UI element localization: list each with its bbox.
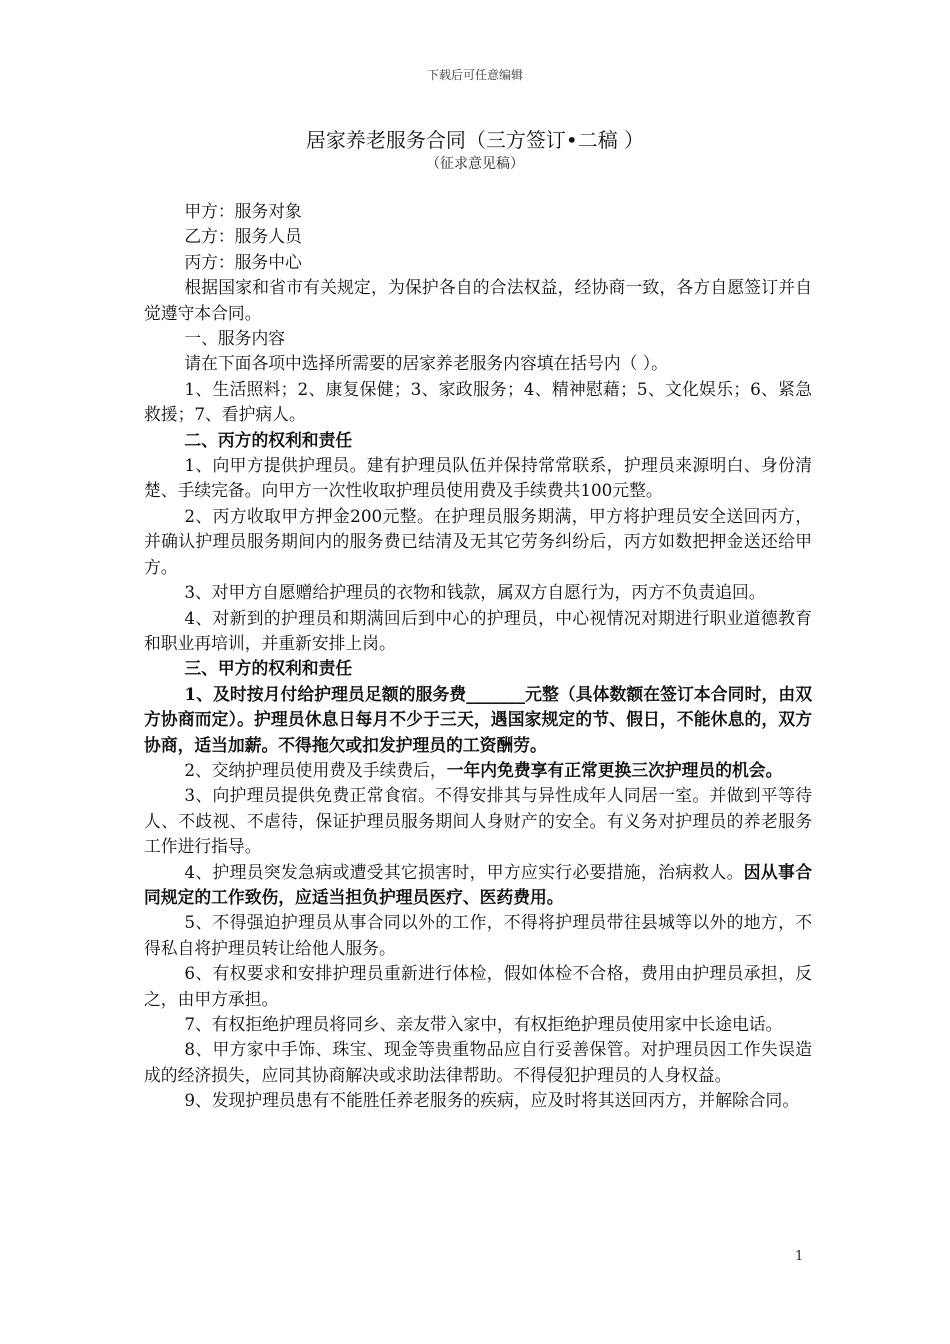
party-a: 甲方：服务对象: [184, 201, 302, 221]
intro-paragraph: 根据国家和省市有关规定，为保护各自的合法权益，经协商一致，各方自愿签订并自觉遵守本合同。: [144, 277, 812, 323]
section1-options: 1、生活照料；2、康复保健；3、家政服务；4、精神慰藉；5、文化娱乐；6、紧急救援；7、看护病人。: [144, 378, 812, 425]
clause-paragraph: 3、向护理员提供免费正常食宿。不得安排其与异性成年人同居一室。并做到平等待人、不歧视、不虐待，保证护理员服务期间人身财产的安全。有义务对护理员的养老服务工作进行指导。: [144, 785, 812, 857]
clause-paragraph: [144, 860, 812, 911]
clause-paragraph: 3、对甲方自愿赠给护理员的衣物和钱款，属双方自愿行为，丙方不负责追回。: [184, 582, 766, 603]
clause-paragraph: 1、向甲方提供护理员。建有护理员队伍并保持常常联系，护理员来源明白、身份清楚、手续完备。向甲方一次性收取护理员使用费及手续费共100元整。: [144, 455, 812, 501]
page-number: 1: [795, 1249, 804, 1264]
section-heading: 一、服务内容: [184, 328, 286, 349]
clause-paragraph: 4、对新到的护理员和期满回后到中心的护理员，中心视情况对期进行职业道德教育和职业再培训，并重新安排上岗。: [144, 607, 812, 653]
header-note: 下载后可任意编辑: [426, 68, 523, 82]
clause-paragraph: 2、丙方收取甲方押金200元整。在护理员服务期满，甲方将护理员安全送回丙方，并确认护理员服务期间内的服务费已结清及无其它劳务纠纷后，丙方如数把押金送还给甲方。: [144, 505, 812, 577]
document-title: 居家养老服务合同（三方签订•二稿 ）: [305, 128, 645, 152]
clause-paragraph: 5、不得强迫护理员从事合同以外的工作，不得将护理员带往县城等以外的地方，不得私自将护理员转让给他人服务。: [144, 912, 812, 958]
section-heading: 二、丙方的权利和责任: [184, 429, 353, 450]
document-body: [144, 199, 812, 1114]
clause-paragraph: 6、有权要求和安排护理员重新进行体检，假如体检不合格，费用由护理员承担，反之，由甲方承担。: [144, 963, 812, 1009]
section-heading: 三、甲方的权利和责任: [184, 658, 353, 679]
clause-text: 4、护理员突发急病或遭受其它损害时，甲方应实行必要措施，治病救人。: [184, 861, 744, 882]
clause-paragraph: 9、发现护理员患有不能胜任养老服务的疾病，应及时将其送回丙方，并解除合同。: [184, 1090, 800, 1111]
clause-paragraph: [144, 758, 812, 783]
clause-paragraph: 1、及时按月付给护理员足额的服务费_______元整（具体数额在签订本合同时，由双方协商而定）。护理员休息日每月不少于三天，遇国家规定的节、假日，不能休息的，双方协商，适当加薪。不得拖欠或扣发护理员的工资酬劳。: [144, 683, 812, 755]
party-c: 丙方：服务中心: [184, 251, 302, 272]
party-b: 乙方：服务人员: [184, 226, 302, 247]
document-subtitle: （征求意见稿）: [426, 156, 524, 172]
clause-emphasis: 一年内免费享有正常更换三次护理员的机会。: [446, 759, 783, 780]
clause-text: 2、交纳护理员使用费及手续费后，: [184, 759, 447, 780]
section1-instruction: 请在下面各项中选择所需要的居家养老服务内容填在括号内（ ）。: [184, 353, 668, 374]
clause-paragraph: 7、有权拒绝护理员将同乡、亲友带入家中，有权拒绝护理员使用家中长途电话。: [184, 1014, 783, 1034]
clause-paragraph: 8、甲方家中手饰、珠宝、现金等贵重物品应自行妥善保管。对护理员因工作失误造成的经济损失，应同其协商解决或求助法律帮助。不得侵犯护理员的人身权益。: [144, 1039, 812, 1085]
clause-emphasis: 因从事合同规定的工作致伤，应适当担负护理员医疗、医药费用。: [144, 861, 812, 907]
